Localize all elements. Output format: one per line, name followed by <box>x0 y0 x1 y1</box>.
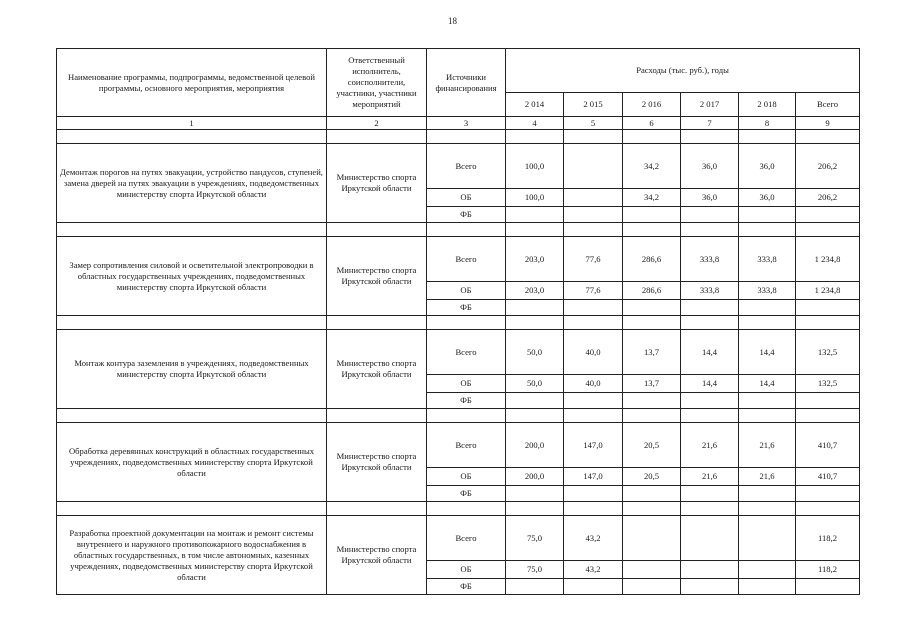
source-total-label: Всего <box>427 516 506 561</box>
value-cell: 20,5 <box>623 423 681 468</box>
activity-executor: Министерство спорта Иркутской области <box>327 516 427 595</box>
spacer-cell <box>623 316 681 330</box>
source-fb-label: ФБ <box>427 579 506 595</box>
activity-name: Разработка проектной документации на монтаж и ремонт системы внутреннего и наружного противопожарного водоснабжения в областных государственных, в том числе автономных, казенных учреждениях, подведомственных министерству спорта Иркутской области <box>57 516 327 595</box>
value-cell <box>506 393 564 409</box>
table-row-total <box>57 144 860 189</box>
value-cell <box>681 207 739 223</box>
value-cell: 50,0 <box>506 330 564 375</box>
header-year: 2 014 <box>506 93 564 117</box>
value-cell <box>739 207 796 223</box>
value-cell: 34,2 <box>623 189 681 207</box>
activity-name: Обработка деревянных конструкций в областных государственных учреждениях, подведомственных министерству спорта Иркутской области <box>57 423 327 502</box>
spacer-cell <box>623 130 681 144</box>
budget-table <box>56 48 860 595</box>
table-row-total <box>57 330 860 375</box>
header-executor: Ответственный исполнитель, соисполнители, участники, участники мероприятий <box>327 49 427 117</box>
spacer-cell <box>681 130 739 144</box>
spacer-cell <box>427 316 506 330</box>
source-ob-label: ОБ <box>427 561 506 579</box>
source-fb-label: ФБ <box>427 393 506 409</box>
value-cell <box>681 561 739 579</box>
value-cell <box>623 393 681 409</box>
column-number: 5 <box>564 117 623 130</box>
source-total-label: Всего <box>427 144 506 189</box>
value-cell: 100,0 <box>506 189 564 207</box>
spacer-cell <box>564 316 623 330</box>
spacer-cell <box>506 223 564 237</box>
header-total: Всего <box>796 93 860 117</box>
value-cell <box>739 486 796 502</box>
spacer-cell <box>564 223 623 237</box>
value-cell: 286,6 <box>623 282 681 300</box>
spacer-cell <box>681 409 739 423</box>
spacer-cell <box>796 130 860 144</box>
value-cell-total: 118,2 <box>796 561 860 579</box>
value-cell <box>681 300 739 316</box>
value-cell: 14,4 <box>681 330 739 375</box>
header-expenses: Расходы (тыс. руб.), годы <box>506 49 860 93</box>
spacer-cell <box>796 409 860 423</box>
source-fb-label: ФБ <box>427 300 506 316</box>
value-cell: 14,4 <box>739 375 796 393</box>
header-sources: Источники финансирования <box>427 49 506 117</box>
value-cell: 36,0 <box>739 189 796 207</box>
value-cell: 20,5 <box>623 468 681 486</box>
value-cell-total: 1 234,8 <box>796 282 860 300</box>
source-total-label: Всего <box>427 423 506 468</box>
value-cell-total: 118,2 <box>796 516 860 561</box>
value-cell <box>506 300 564 316</box>
value-cell: 77,6 <box>564 237 623 282</box>
spacer-cell <box>57 316 327 330</box>
source-fb-label: ФБ <box>427 486 506 502</box>
value-cell-total: 206,2 <box>796 189 860 207</box>
value-cell-total: 206,2 <box>796 144 860 189</box>
spacer-cell <box>327 223 427 237</box>
value-cell: 21,6 <box>739 423 796 468</box>
activity-name: Монтаж контура заземления в учреждениях, подведомственных министерству спорта Иркутской области <box>57 330 327 409</box>
activity-executor: Министерство спорта Иркутской области <box>327 144 427 223</box>
source-ob-label: ОБ <box>427 282 506 300</box>
activity-name: Замер сопротивления силовой и осветительной электропроводки в областных государственных учреждениях, подведомственных министерству спорта Иркутской области <box>57 237 327 316</box>
value-cell: 333,8 <box>739 237 796 282</box>
value-cell <box>623 207 681 223</box>
header-year: 2 016 <box>623 93 681 117</box>
column-number: 6 <box>623 117 681 130</box>
value-cell-total: 410,7 <box>796 468 860 486</box>
column-number: 2 <box>327 117 427 130</box>
value-cell: 43,2 <box>564 516 623 561</box>
value-cell: 100,0 <box>506 144 564 189</box>
spacer-cell <box>681 223 739 237</box>
source-fb-label: ФБ <box>427 207 506 223</box>
value-cell <box>739 393 796 409</box>
value-cell <box>564 207 623 223</box>
value-cell <box>739 300 796 316</box>
spacer-cell <box>739 409 796 423</box>
spacer-cell <box>57 130 327 144</box>
spacer-cell <box>564 130 623 144</box>
value-cell <box>681 486 739 502</box>
header-year: 2 015 <box>564 93 623 117</box>
table-row-total <box>57 423 860 468</box>
value-cell: 40,0 <box>564 330 623 375</box>
spacer-row <box>57 502 860 516</box>
value-cell: 147,0 <box>564 423 623 468</box>
value-cell <box>681 579 739 595</box>
spacer-cell <box>623 502 681 516</box>
value-cell: 13,7 <box>623 375 681 393</box>
value-cell: 21,6 <box>739 468 796 486</box>
value-cell <box>739 561 796 579</box>
spacer-cell <box>506 130 564 144</box>
value-cell <box>506 579 564 595</box>
value-cell <box>564 393 623 409</box>
spacer-cell <box>327 502 427 516</box>
value-cell <box>564 300 623 316</box>
value-cell-total <box>796 207 860 223</box>
value-cell: 286,6 <box>623 237 681 282</box>
activity-name: Демонтаж порогов на путях эвакуации, устройство пандусов, ступеней, замена дверей на путях эвакуации в учреждениях, подведомственных министерству спорта Иркутской области <box>57 144 327 223</box>
spacer-cell <box>57 409 327 423</box>
value-cell: 200,0 <box>506 423 564 468</box>
spacer-cell <box>796 316 860 330</box>
spacer-row <box>57 316 860 330</box>
source-total-label: Всего <box>427 330 506 375</box>
value-cell <box>623 300 681 316</box>
header-name: Наименование программы, подпрограммы, ведомственной целевой программы, основного мероприятия, мероприятия <box>57 49 327 117</box>
value-cell: 14,4 <box>681 375 739 393</box>
value-cell: 21,6 <box>681 423 739 468</box>
value-cell: 75,0 <box>506 561 564 579</box>
source-ob-label: ОБ <box>427 375 506 393</box>
value-cell <box>681 393 739 409</box>
spacer-cell <box>506 409 564 423</box>
table-body <box>57 130 860 595</box>
spacer-cell <box>564 502 623 516</box>
value-cell: 21,6 <box>681 468 739 486</box>
value-cell <box>739 516 796 561</box>
value-cell: 203,0 <box>506 237 564 282</box>
value-cell-total: 410,7 <box>796 423 860 468</box>
value-cell-total <box>796 486 860 502</box>
value-cell <box>564 579 623 595</box>
page-number: 18 <box>448 16 457 26</box>
spacer-row <box>57 409 860 423</box>
spacer-cell <box>427 223 506 237</box>
value-cell: 13,7 <box>623 330 681 375</box>
value-cell: 147,0 <box>564 468 623 486</box>
value-cell: 43,2 <box>564 561 623 579</box>
spacer-cell <box>796 223 860 237</box>
activity-executor: Министерство спорта Иркутской области <box>327 237 427 316</box>
value-cell <box>623 561 681 579</box>
value-cell-total: 132,5 <box>796 375 860 393</box>
spacer-cell <box>681 502 739 516</box>
spacer-cell <box>327 316 427 330</box>
spacer-cell <box>796 502 860 516</box>
value-cell: 36,0 <box>681 144 739 189</box>
value-cell: 34,2 <box>623 144 681 189</box>
activity-executor: Министерство спорта Иркутской области <box>327 330 427 409</box>
spacer-cell <box>57 223 327 237</box>
value-cell: 333,8 <box>681 282 739 300</box>
header-year: 2 017 <box>681 93 739 117</box>
column-number: 4 <box>506 117 564 130</box>
column-number: 8 <box>739 117 796 130</box>
value-cell: 77,6 <box>564 282 623 300</box>
value-cell: 75,0 <box>506 516 564 561</box>
column-number: 1 <box>57 117 327 130</box>
spacer-cell <box>427 409 506 423</box>
value-cell: 36,0 <box>681 189 739 207</box>
value-cell: 333,8 <box>681 237 739 282</box>
value-cell: 40,0 <box>564 375 623 393</box>
spacer-cell <box>681 316 739 330</box>
spacer-cell <box>739 223 796 237</box>
value-cell: 50,0 <box>506 375 564 393</box>
value-cell: 333,8 <box>739 282 796 300</box>
spacer-cell <box>564 409 623 423</box>
table-row-total <box>57 237 860 282</box>
column-number: 3 <box>427 117 506 130</box>
column-number: 7 <box>681 117 739 130</box>
value-cell <box>506 486 564 502</box>
spacer-cell <box>506 502 564 516</box>
value-cell <box>506 207 564 223</box>
value-cell <box>681 516 739 561</box>
value-cell-total <box>796 300 860 316</box>
spacer-cell <box>739 316 796 330</box>
value-cell <box>623 516 681 561</box>
spacer-cell <box>739 502 796 516</box>
spacer-row <box>57 130 860 144</box>
spacer-cell <box>506 316 564 330</box>
spacer-cell <box>623 223 681 237</box>
spacer-cell <box>427 502 506 516</box>
table-row-total <box>57 516 860 561</box>
source-ob-label: ОБ <box>427 468 506 486</box>
column-number: 9 <box>796 117 860 130</box>
activity-executor: Министерство спорта Иркутской области <box>327 423 427 502</box>
spacer-row <box>57 223 860 237</box>
source-total-label: Всего <box>427 237 506 282</box>
value-cell: 14,4 <box>739 330 796 375</box>
spacer-cell <box>427 130 506 144</box>
value-cell-total: 132,5 <box>796 330 860 375</box>
value-cell: 200,0 <box>506 468 564 486</box>
value-cell <box>564 189 623 207</box>
value-cell: 36,0 <box>739 144 796 189</box>
value-cell <box>623 486 681 502</box>
value-cell-total <box>796 393 860 409</box>
spacer-cell <box>57 502 327 516</box>
value-cell: 203,0 <box>506 282 564 300</box>
value-cell-total <box>796 579 860 595</box>
value-cell-total: 1 234,8 <box>796 237 860 282</box>
source-ob-label: ОБ <box>427 189 506 207</box>
spacer-cell <box>739 130 796 144</box>
spacer-cell <box>623 409 681 423</box>
spacer-cell <box>327 409 427 423</box>
value-cell <box>623 579 681 595</box>
spacer-cell <box>327 130 427 144</box>
value-cell <box>564 486 623 502</box>
header-year: 2 018 <box>739 93 796 117</box>
value-cell <box>564 144 623 189</box>
value-cell <box>739 579 796 595</box>
